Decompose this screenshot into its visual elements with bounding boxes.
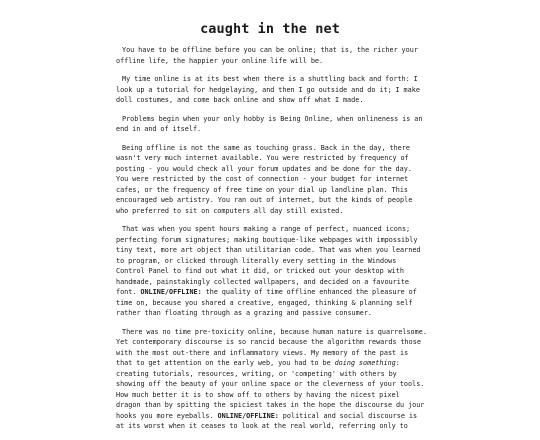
paragraph-text: That was when you spent hours making a range of perfect, nuanced icons; perfecting forum signatures; making boutique-like webpages with impossibly tiny text, more art object than utilitarian code. That was when you learned to program, or clicked through literally every setting in the Windows Control Panel to find out what it did, or tricked out your desktop with handmade, painstakingly collected wallpapers, and decided on a favourite font. <box>116 225 421 296</box>
paragraph <box>116 45 428 66</box>
paragraph <box>116 327 428 432</box>
article-body <box>116 45 428 440</box>
paragraph-text: There was no time pre-toxicity online, because human nature is quarrelsome. Yet contemporary discourse is so rancid because the algorithm rewards those with the most out-there and inflammatory views. My memory of the past is that to get attention on the early web, you had to be <box>116 327 427 367</box>
paragraph-text: Problems begin when your only hobby is Being Online, when onlineness is an end in and of itself. <box>116 114 423 133</box>
paragraph-text: My time online is at its best when there is a shuttling back and forth: I look up a tutorial for hedgelaying, and then I go outside and do it; I make doll costumes, and come back online and show off what I made. <box>116 75 420 104</box>
paragraph <box>116 224 428 319</box>
paragraph <box>116 143 428 217</box>
paragraph-text: You have to be offline before you can be online; that is, the richer your offline life, the happier your online life will be. <box>116 46 418 65</box>
paragraph-text: the quality of time offline enhanced the pleasure of time on, because you shared a creative, engaged, thinking & planning self rather than floating through as a grazing and passive consumer. <box>116 288 417 317</box>
paragraph-text: : creating tutorials, resources, writing, or 'competing' with others by showing off the beauty of your online space or the cleverness of your tools. How much better it is to show off to others by having the nicest pixel dragon than by spitting the spiciest takes in the hope the discourse du jour hooks you more eyeballs. <box>116 359 425 420</box>
emphasis-text: doing something <box>334 359 396 367</box>
bold-label: ONLINE/OFFLINE: <box>140 288 202 296</box>
paragraph-text: political and social discourse is at its worst when it ceases to look at the real world, referring only to <box>116 411 418 430</box>
bold-label: ONLINE/OFFLINE: <box>217 411 279 420</box>
page-title: caught in the net <box>200 21 340 37</box>
paragraph-text: Being offline is not the same as touching grass. Back in the day, there wasn't very much internet available. You were restricted by frequency of posting - you would check all your forum updates and be done for the day. You were restricted by the cost of connection - your budget for internet cafes, or the frequency of free time on your dial up landline plan. This encouraged web artistry. You ran out of internet, but the kinds of people who preferred to sit on computers all day still existed. <box>116 143 413 215</box>
paragraph <box>116 74 428 106</box>
paragraph <box>116 114 428 135</box>
